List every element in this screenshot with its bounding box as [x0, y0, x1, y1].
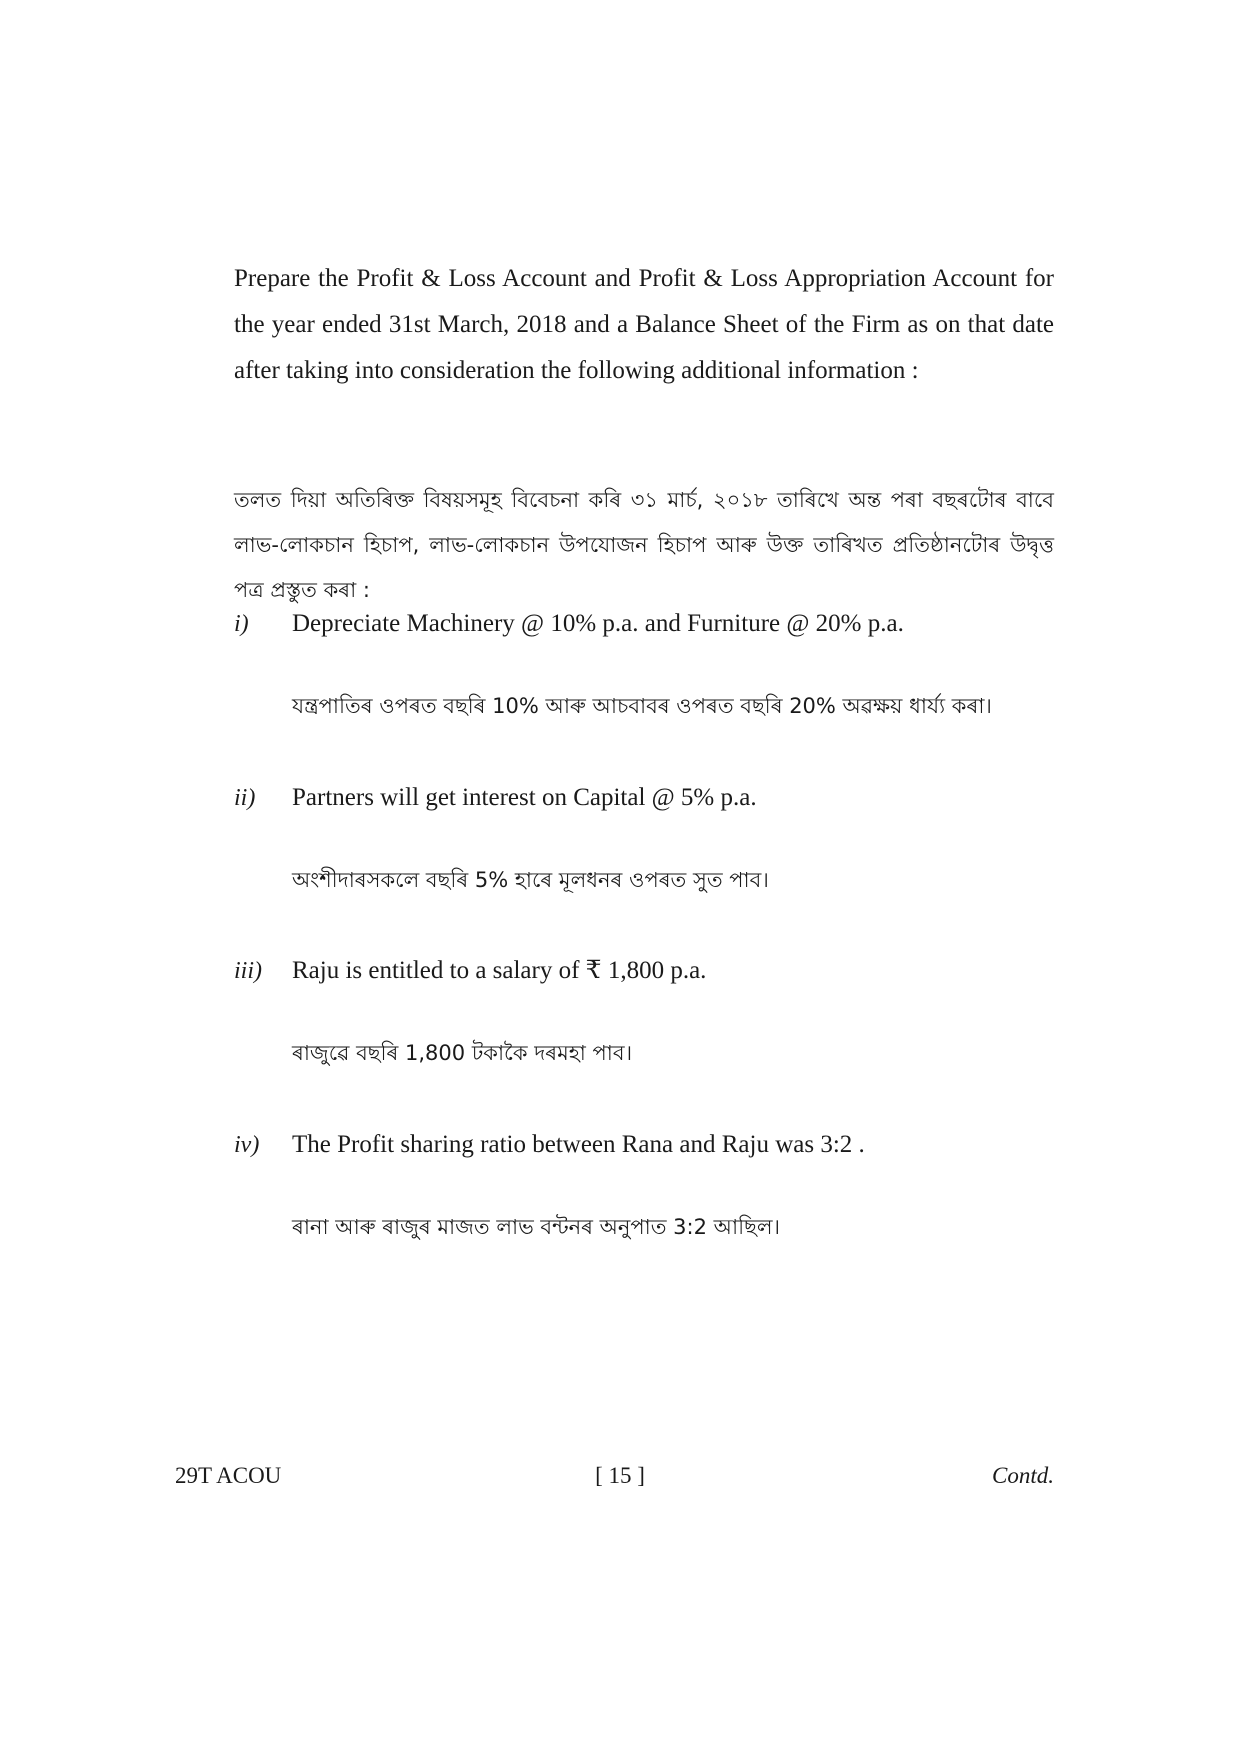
instruction-english: Prepare the Profit & Loss Account and Profit & Loss Appropriation Account for the year ended 31st March, 2018 and a Balance Sheet of the Firm as on that date after taking into consideration the following additional information :: [234, 265, 1054, 384]
item-numeral: iii): [234, 958, 262, 984]
page-number: [ 15 ]: [595, 1463, 645, 1488]
page-footer: [0, 1458, 1240, 1494]
instruction-assamese: তলত দিয়া অতিৰিক্ত বিষয়সমূহ বিবেচনা কৰি ৩১ মাৰ্চ, ২০১৮ তাৰিখে অন্ত পৰা বছৰটোৰ বাবে লাভ-লোকচান হিচাপ, লাভ-লোকচান উপযোজন হিচাপ আৰু উক্ত তাৰিখত প্ৰতিষ্ঠানটোৰ উদ্বৃত্ত পত্ৰ প্ৰস্তুত কৰা :: [234, 488, 1054, 602]
paper-code: 29T ACOU: [175, 1463, 282, 1488]
item-numeral: ii): [234, 785, 256, 811]
item-text-english: Raju is entitled to a salary of ₹ 1,800 p.a.: [292, 957, 707, 984]
item-text-assamese: অংশীদাৰসকলে বছৰি 5% হাৰে মূলধনৰ ওপৰত সুত পাব।: [292, 868, 769, 892]
item-text-assamese: ৰাজুৱে বছৰি 1,800 টকাকৈ দৰমহা পাব।: [292, 1041, 633, 1065]
item-text-assamese: ৰানা আৰু ৰাজুৰ মাজত লাভ বন্টনৰ অনুপাত 3:2 আছিল।: [292, 1215, 781, 1239]
item-text-english: Depreciate Machinery @ 10% p.a. and Furniture @ 20% p.a.: [292, 610, 904, 637]
item-text-assamese: যন্ত্ৰপাতিৰ ওপৰত বছৰি 10% আৰু আচবাবৰ ওপৰত বছৰি 20% অৱক্ষয় ধাৰ্য্য কৰা।: [292, 694, 992, 718]
item-numeral: iv): [234, 1132, 260, 1158]
item-text-english: The Profit sharing ratio between Rana and Raju was 3:2 .: [292, 1131, 865, 1158]
item-numeral: i): [234, 611, 249, 637]
item-text-english: Partners will get interest on Capital @ 5% p.a.: [292, 784, 757, 811]
continued-label: Contd.: [992, 1463, 1054, 1488]
